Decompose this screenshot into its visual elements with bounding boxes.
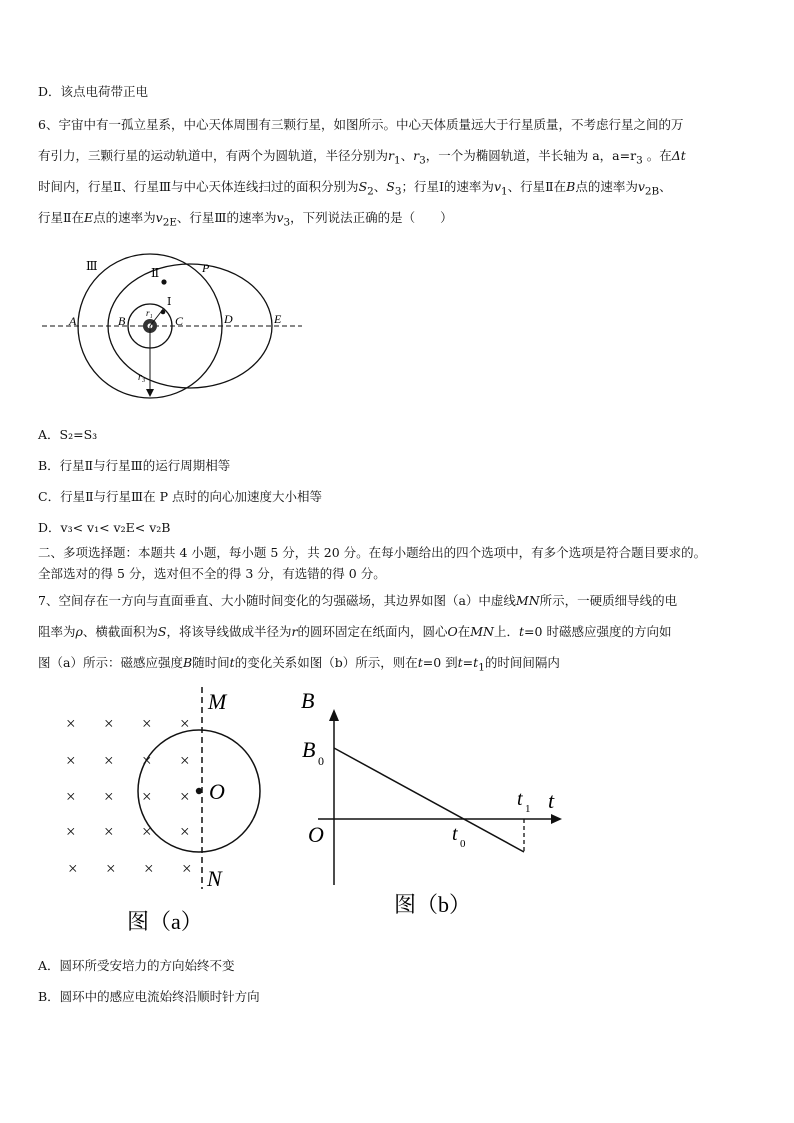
- q7-option-b: B．圆环中的感应电流始终沿顺时针方向: [38, 989, 260, 1004]
- label-t1: t: [517, 788, 523, 810]
- q6-stem-line-3: 时间内，行星Ⅱ、行星Ⅲ与中心天体连线扫过的面积分别为$S_2$、$S_3$；行星Ⅰ的速率为$v_1$、行星Ⅱ在B点的速率为$v_{2B}$、: [38, 179, 672, 198]
- svg-text:×: ×: [104, 822, 114, 841]
- svg-text:×: ×: [66, 787, 76, 806]
- label-t-axis: t: [548, 788, 555, 813]
- svg-text:×: ×: [106, 859, 116, 878]
- q6-option-d: D．v₃< v₁< v₂E< v₂B: [38, 520, 171, 535]
- q6-stem-line-4: 行星Ⅱ在E点的速率为$v_{2E}$、行星Ⅲ的速率为$v_3$，下列说法正确的是（ ）: [38, 210, 453, 229]
- svg-text:×: ×: [104, 751, 114, 770]
- q7-stem-line-3: 图（a）所示：磁感应强度B随时间t的变化关系如图（b）所示，则在t=0 到$t=t_1$的时间间隔内: [38, 655, 560, 674]
- label-b0-sub: 0: [318, 754, 324, 768]
- figure-a: [55, 685, 295, 940]
- figure-b: [298, 685, 568, 925]
- svg-text:×: ×: [182, 859, 192, 878]
- svg-text:×: ×: [68, 859, 78, 878]
- label-r1: r₁: [146, 308, 153, 318]
- label-b: B: [118, 314, 126, 328]
- q6-option-c: C．行星Ⅱ与行星Ⅲ在 P 点时的向心加速度大小相等: [38, 489, 322, 504]
- svg-text:×: ×: [180, 787, 190, 806]
- q6-stem-line-2: 有引力，三颗行星的运动轨道中，有两个为圆轨道，半径分别为$r_1$、$r_3$，一个为椭圆轨道，半长轴为 a，$a=r_3$ 。在Δt: [38, 148, 686, 167]
- q6-option-b: B．行星Ⅱ与行星Ⅲ的运行周期相等: [38, 458, 231, 473]
- label-m: M: [208, 689, 227, 714]
- svg-text:×: ×: [66, 751, 76, 770]
- label-b-axis: B: [301, 688, 315, 713]
- q7-stem-line-1: 7、空间存在一方向与直面垂直、大小随时间变化的匀强磁场，其边界如图（a）中虚线MN所示，一硬质细导线的电: [38, 593, 678, 608]
- svg-text:×: ×: [142, 787, 152, 806]
- label-n: N: [207, 866, 222, 891]
- label-t0: t: [452, 823, 458, 845]
- svg-text:×: ×: [66, 714, 76, 733]
- magnetic-field-crosses: [66, 714, 192, 878]
- label-c: C: [175, 314, 184, 328]
- label-t1-sub: 1: [525, 803, 531, 815]
- b-t-line: [334, 748, 524, 852]
- svg-text:×: ×: [142, 822, 152, 841]
- caption-a: 图（a）: [127, 909, 203, 934]
- orbit-figure: [40, 250, 310, 410]
- label-a: A: [69, 314, 77, 328]
- q7-stem-line-2: 阻率为ρ、横截面积为S，将该导线做成半径为r的圆环固定在纸面内，圆心O在MN上．t=0 时磁感应强度的方向如: [38, 624, 672, 639]
- svg-text:×: ×: [180, 751, 190, 770]
- caption-b: 图（b）: [394, 892, 472, 917]
- label-i: Ⅰ: [167, 296, 172, 308]
- label-t0-sub: 0: [460, 838, 466, 850]
- svg-text:×: ×: [104, 787, 114, 806]
- svg-text:×: ×: [142, 714, 152, 733]
- label-b0: B: [302, 737, 316, 762]
- label-e: E: [274, 312, 282, 326]
- section2-line-2: 全部选对的得 5 分，选对但不全的得 3 分，有选错的得 0 分。: [38, 566, 386, 581]
- label-d: D: [224, 312, 233, 326]
- q6-stem-line-1: 6、宇宙中有一孤立星系，中心天体周围有三颗行星，如图所示。中心天体质量远大于行星质量，不考虑行星之间的万: [38, 117, 684, 132]
- label-ii: Ⅱ: [151, 266, 160, 280]
- svg-text:×: ×: [180, 714, 190, 733]
- svg-text:×: ×: [142, 751, 152, 770]
- b-axis-arrow-icon: [329, 709, 339, 721]
- label-o: O: [209, 779, 225, 804]
- t-axis-arrow-icon: [551, 814, 562, 824]
- label-p: P: [202, 261, 210, 275]
- svg-text:×: ×: [104, 714, 114, 733]
- svg-text:×: ×: [180, 822, 190, 841]
- q6-option-a: A．S₂=S₃: [38, 427, 98, 442]
- label-iii: Ⅲ: [86, 259, 98, 273]
- r3-arrow-icon: [146, 389, 154, 397]
- label-r3: r₃: [138, 372, 146, 383]
- label-origin: O: [308, 822, 324, 847]
- svg-text:×: ×: [144, 859, 154, 878]
- q5-option-d: D．该点电荷带正电: [38, 84, 149, 99]
- planet-ii-dot: [161, 279, 166, 284]
- section2-line-1: 二、多项选择题：本题共 4 小题，每小题 5 分，共 20 分。在每小题给出的四个选项中，有多个选项是符合题目要求的。: [38, 545, 707, 560]
- svg-text:×: ×: [66, 822, 76, 841]
- center-o-dot: [196, 788, 202, 794]
- q7-option-a: A．圆环所受安培力的方向始终不变: [38, 958, 235, 973]
